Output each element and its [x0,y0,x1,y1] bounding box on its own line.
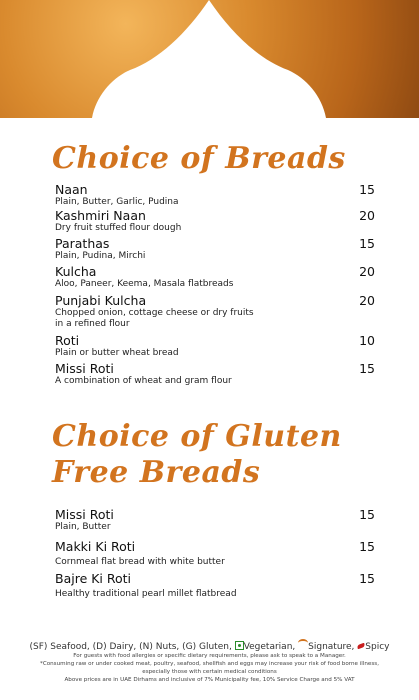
menu-item [55,236,375,262]
menu-item [55,208,375,234]
item-description: Cornmeal flat bread with white butter [55,557,225,567]
item-name: Parathas [55,236,110,251]
item-description: Dry fruit stuffed flour dough [55,223,182,233]
item-price: 15 [359,361,375,376]
food-safety-note-line2: especially those with certain medical conditions [142,669,277,675]
menu-item [55,182,375,208]
item-description: Chopped onion, cottage cheese or dry fruits [55,308,254,318]
item-name: Makki Ki Roti [55,539,136,554]
item-description: Aloo, Paneer, Keema, Masala flatbreads [55,279,234,289]
item-price: 10 [359,333,375,348]
section-title-gluten-free-line1: Choice of Gluten [52,419,342,454]
item-price: 15 [359,571,375,586]
legend-spicy: Spicy [365,642,390,652]
item-name: Roti [55,333,80,348]
legend-text: (SF) Seafood, (D) Dairy, (N) Nuts, (G) Gluten, [29,642,232,652]
vegetarian-icon [235,641,244,650]
item-name: Kulcha [55,264,97,279]
signature-icon [298,639,308,647]
dietary-legend [0,639,419,652]
menu-item [55,571,375,600]
item-name: Missi Roti [55,361,114,376]
item-price: 15 [359,236,375,251]
item-description-line2: in a refined flour [55,319,130,329]
item-description: Healthy traditional pearl millet flatbread [55,589,237,599]
item-price: 20 [359,293,375,308]
item-name: Missi Roti [55,507,114,522]
allergy-note: For guests with food allergies or specific dietary requirements, please ask to speak to a Manager. [73,653,346,659]
header-banner [0,0,419,120]
section-title-gluten-free-line2: Free Breads [52,455,261,490]
section-title-breads: Choice of Breads [52,141,346,176]
item-description: A combination of wheat and gram flour [55,376,232,386]
food-safety-note: *Consuming raw or under cooked meat, poultry, seafood, shellfish and eggs may increase your risk of food borne illness, [40,661,379,667]
menu-item [55,507,375,533]
item-price: 20 [359,264,375,279]
menu-item [55,539,375,568]
item-name: Punjabi Kulcha [55,293,147,308]
legend-vegetarian: Vegetarian, [243,642,296,652]
item-price: 15 [359,182,375,197]
item-price: 20 [359,208,375,223]
menu-item [55,264,375,290]
price-note: Above prices are in UAE Dirhams and inclusive of 7% Municipality fee, 10% Service Charge and 5% VAT [64,677,355,683]
legend-signature: Signature, [308,642,355,652]
item-price: 15 [359,507,375,522]
arch-decoration [0,0,419,120]
menu-item [55,361,375,387]
menu-item [55,293,375,330]
item-name: Bajre Ki Roti [55,571,132,586]
menu-item [55,333,375,359]
item-description: Plain, Butter [55,522,111,532]
item-name: Naan [55,182,88,197]
item-description: Plain, Pudina, Mirchi [55,251,146,261]
item-name: Kashmiri Naan [55,208,146,223]
item-description: Plain, Butter, Garlic, Pudina [55,197,179,207]
item-description: Plain or butter wheat bread [55,348,179,358]
item-price: 15 [359,539,375,554]
